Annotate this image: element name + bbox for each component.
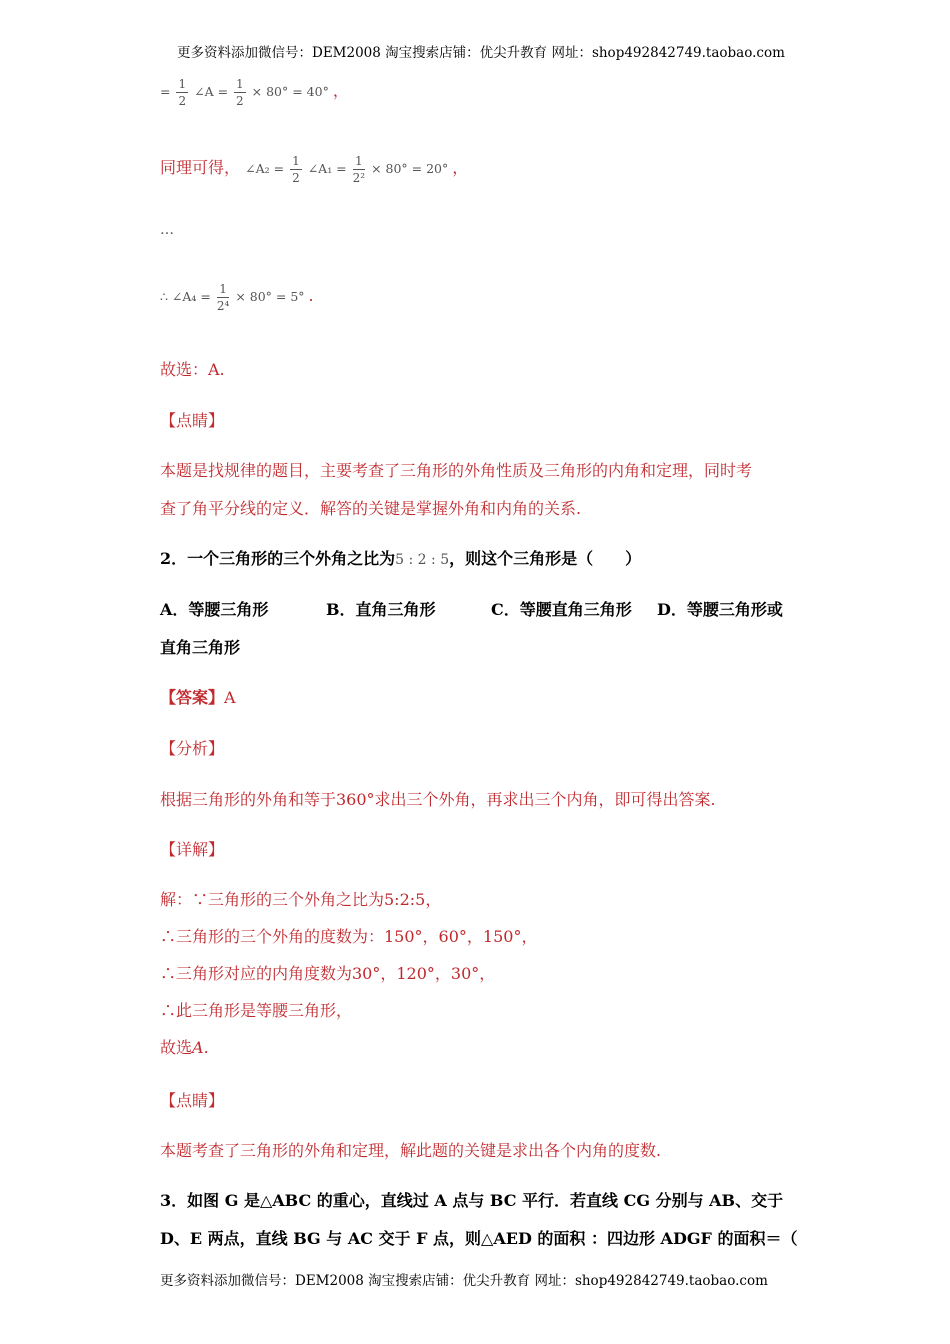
q3-stem-line-2: D、E 两点，直线 BG 与 AC 交于 F 点，则△AED 的面积 ：四边形 ADGF 的面积＝（ <box>160 1229 798 1248</box>
fraction: $\frac{1}{\text{2⁴}}$ <box>216 282 230 313</box>
fraction: $\frac{1}{\text{2²}}$ <box>352 154 366 185</box>
q2-comment: 本题考查了三角形的外角和定理，解此题的关键是求出各个内角的度数. <box>160 1141 662 1160</box>
option-b: B．直角三角形 <box>326 600 436 619</box>
formula-line-4: ∴ ∠A₄ = $\frac{1}{\text{2⁴}}$ × 80° = 5° . <box>160 282 314 313</box>
q2-stem: 2．一个三角形的三个外角之比为5 : 2 : 5，则这个三角形是（ ） <box>160 549 642 568</box>
fraction: $\frac{1}{2}$ <box>236 77 244 108</box>
q2-comment-title: 【点睛】 <box>160 1091 225 1110</box>
option-d-continued: 直角三角形 <box>160 638 241 657</box>
q2-analysis: 根据三角形的外角和等于360°求出三个外角，再求出三个内角，即可得出答案. <box>160 790 716 809</box>
q1-comment-title: 【点睛】 <box>160 411 225 430</box>
q3-stem-line-1: 3．如图 G 是△ABC 的重心，直线过 A 点与 BC 平行．若直线 CG 分别与 AB、交于 <box>160 1191 784 1210</box>
formula-line-2: 同理可得， ∠A₂ = $\frac{1}{2}$ ∠A₁ = $\frac{1}{\text{2²}}$ × 80° = 20° ， <box>160 154 469 185</box>
option-d: D．等腰三角形或 <box>657 600 783 619</box>
q2-detail-title: 【详解】 <box>160 840 225 859</box>
q2-detail-line-2: ∴三角形的三个外角的度数为：150°，60°，150°， <box>160 927 538 946</box>
q2-analysis-title: 【分析】 <box>160 739 225 758</box>
page-header: 更多资料添加微信号：DEM2008 淘宝搜索店铺：优尖升教育 网址：shop492842749.taobao.com <box>177 45 785 61</box>
formula-line-1: = $\frac{1}{2}$ ∠A = $\frac{1}{2}$ × 80° = 40° ， <box>160 77 349 108</box>
page-footer: 更多资料添加微信号：DEM2008 淘宝搜索店铺：优尖升教育 网址：shop492842749.taobao.com <box>160 1273 768 1289</box>
ellipsis: … <box>160 222 174 238</box>
fraction: $\frac{1}{2}$ <box>292 154 300 185</box>
fraction: $\frac{1}{2}$ <box>178 77 187 108</box>
option-a: A．等腰三角形 <box>160 600 269 619</box>
q2-detail-line-5: 故选A. <box>160 1038 209 1057</box>
q2-detail-line-1: 解：∵三角形的三个外角之比为5:2:5， <box>160 890 442 909</box>
q1-comment-line-1: 本题是找规律的题目，主要考查了三角形的外角性质及三角形的内角和定理，同时考 <box>160 461 753 480</box>
q2-answer: 【答案】A <box>160 688 236 707</box>
q2-detail-line-3: ∴三角形对应的内角度数为30°，120°，30°， <box>160 964 496 983</box>
q1-choice: 故选：A. <box>160 360 225 379</box>
q2-detail-line-4: ∴此三角形是等腰三角形， <box>160 1001 353 1020</box>
q1-comment-line-2: 查了角平分线的定义．解答的关键是掌握外角和内角的关系. <box>160 499 582 518</box>
option-c: C．等腰直角三角形 <box>491 600 632 619</box>
